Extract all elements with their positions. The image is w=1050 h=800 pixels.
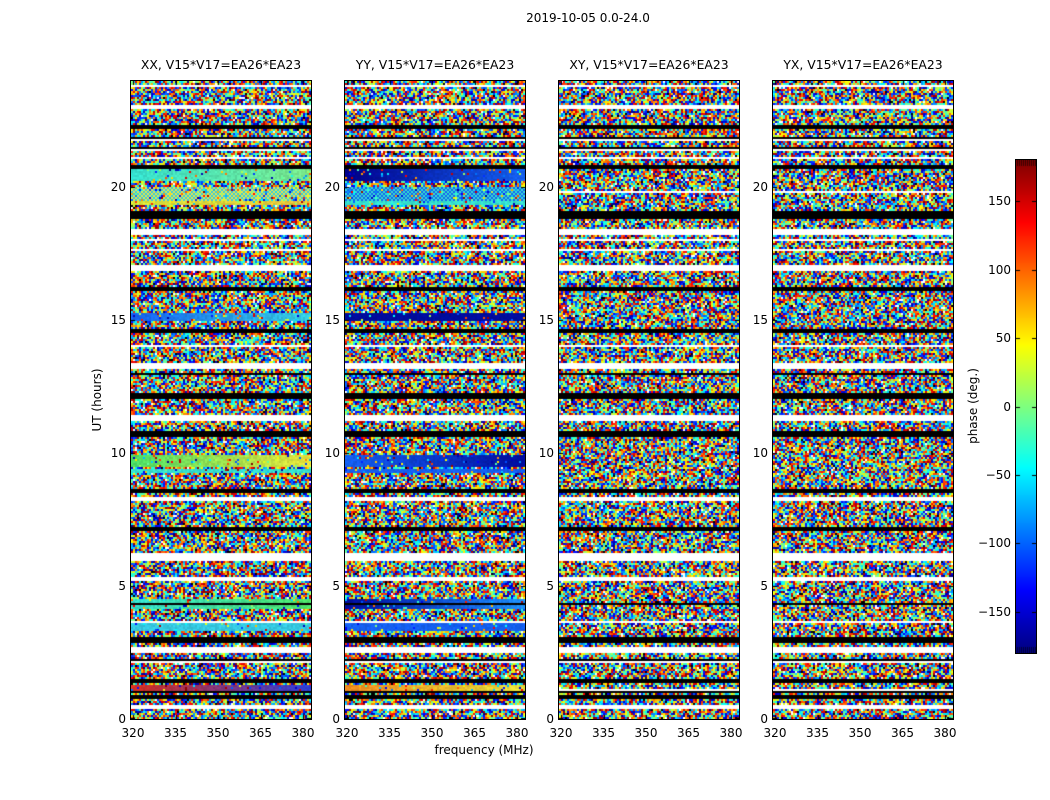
x-tick-label: 365 xyxy=(677,726,700,740)
panel-title-XY: XY, V15*V17=EA26*EA23 xyxy=(569,57,729,72)
colorbar-label: phase (deg.) xyxy=(966,368,980,444)
x-tick-label: 350 xyxy=(420,726,444,740)
colorbar-tick-label: −100 xyxy=(978,536,1011,551)
y-tick-label: 0 xyxy=(118,712,126,726)
x-axis-label: frequency (MHz) xyxy=(434,743,534,757)
panel-heatmap-XY xyxy=(559,81,739,719)
x-tick-label: 335 xyxy=(806,726,829,740)
x-tick-label: 335 xyxy=(592,726,615,740)
x-tick-label: 365 xyxy=(463,726,486,740)
y-tick-label: 5 xyxy=(546,579,554,594)
x-tick-label: 350 xyxy=(848,726,872,740)
x-tick-label: 350 xyxy=(206,726,230,740)
x-tick-label: 320 xyxy=(335,726,359,740)
y-tick-label: 20 xyxy=(538,180,554,195)
x-tick-label: 365 xyxy=(891,726,914,740)
colorbar-tick-label: 0 xyxy=(1003,399,1011,414)
y-tick-label: 15 xyxy=(324,313,340,328)
panel-title-YX: YX, V15*V17=EA26*EA23 xyxy=(783,57,943,72)
x-tick-label: 365 xyxy=(249,726,272,740)
colorbar xyxy=(1016,160,1036,653)
x-tick-label: 380 xyxy=(719,726,743,740)
x-tick-label: 320 xyxy=(121,726,145,740)
y-tick-label: 10 xyxy=(110,446,126,461)
y-tick-label: 10 xyxy=(538,446,554,461)
y-tick-label: 0 xyxy=(760,712,768,726)
figure-title: 2019-10-05 0.0-24.0 xyxy=(526,11,650,25)
y-tick-label: 5 xyxy=(760,579,768,594)
colorbar-tick-label: 100 xyxy=(988,262,1011,277)
panel-heatmap-YY xyxy=(345,81,525,719)
x-tick-label: 335 xyxy=(378,726,401,740)
y-tick-label: 20 xyxy=(752,180,768,195)
x-tick-label: 320 xyxy=(763,726,787,740)
panel-title-XX: XX, V15*V17=EA26*EA23 xyxy=(140,57,302,72)
y-tick-label: 10 xyxy=(324,446,340,461)
y-tick-label: 0 xyxy=(332,712,340,726)
colorbar-tick-label: 50 xyxy=(995,331,1011,346)
x-tick-label: 380 xyxy=(505,726,529,740)
y-axis-label: UT (hours) xyxy=(90,368,104,432)
y-tick-label: 5 xyxy=(118,579,126,594)
y-tick-label: 15 xyxy=(110,313,126,328)
colorbar-tick-label: −50 xyxy=(985,467,1011,482)
x-tick-label: 380 xyxy=(291,726,315,740)
y-tick-label: 20 xyxy=(324,180,340,195)
colorbar-tick-label: 150 xyxy=(988,194,1011,209)
y-tick-label: 20 xyxy=(110,180,126,195)
colorbar-tick-label: −150 xyxy=(978,604,1011,619)
y-tick-label: 15 xyxy=(752,313,768,328)
y-tick-label: 0 xyxy=(546,712,554,726)
x-tick-label: 320 xyxy=(549,726,573,740)
y-tick-label: 5 xyxy=(332,579,340,594)
panel-heatmap-XX xyxy=(131,81,311,719)
x-tick-label: 350 xyxy=(634,726,658,740)
panel-title-YY: YY, V15*V17=EA26*EA23 xyxy=(355,57,515,72)
y-tick-label: 10 xyxy=(752,446,768,461)
x-tick-label: 335 xyxy=(164,726,187,740)
panel-heatmap-YX xyxy=(773,81,953,719)
x-tick-label: 380 xyxy=(933,726,957,740)
y-tick-label: 15 xyxy=(538,313,554,328)
